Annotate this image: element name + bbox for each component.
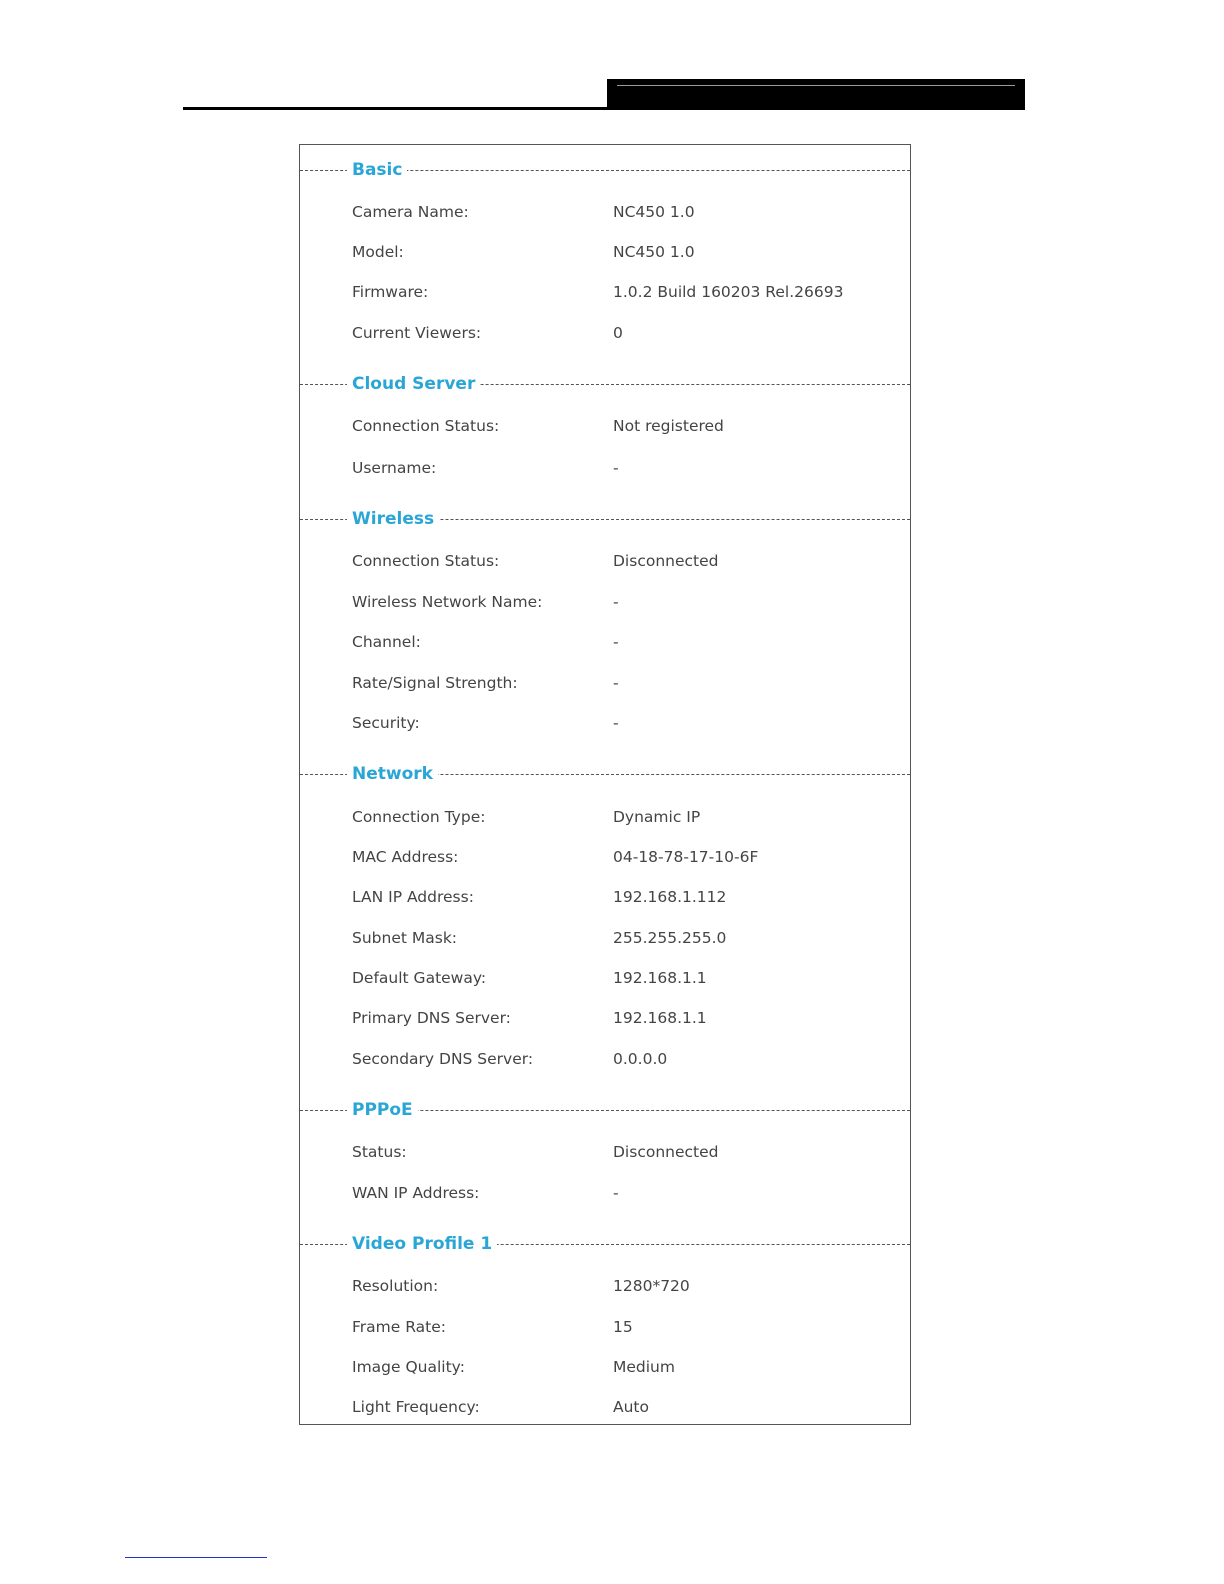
info-row-image-quality <box>352 1356 890 1378</box>
row-value: Disconnected <box>613 1143 719 1161</box>
info-row-connection-type <box>352 806 890 828</box>
row-label: Connection Status: <box>352 417 500 435</box>
row-value: Dynamic IP <box>613 808 701 826</box>
header-bar-inner-line <box>617 85 1015 86</box>
section-pppoe <box>300 1098 910 1122</box>
info-row-default-gateway <box>352 967 890 989</box>
row-label: MAC Address: <box>352 848 459 866</box>
row-label: Primary DNS Server: <box>352 1009 511 1027</box>
section-video-profile-1 <box>300 1232 910 1256</box>
row-value: Auto <box>613 1398 649 1416</box>
info-row-resolution <box>352 1275 890 1297</box>
info-row-secondary-dns <box>352 1048 890 1070</box>
row-value: - <box>613 714 619 732</box>
section-wireless <box>300 507 910 531</box>
row-value: 255.255.255.0 <box>613 929 727 947</box>
info-row-subnet-mask <box>352 927 890 949</box>
row-value: 192.168.1.1 <box>613 969 707 987</box>
row-label: LAN IP Address: <box>352 888 474 906</box>
row-label: Camera Name: <box>352 203 469 221</box>
header-bar <box>607 79 1025 110</box>
info-row-wireless-connection-status <box>352 550 890 572</box>
row-label: Secondary DNS Server: <box>352 1050 534 1068</box>
row-label: Light Frequency: <box>352 1398 480 1416</box>
row-value: Disconnected <box>613 552 719 570</box>
info-row-current-viewers <box>352 322 890 344</box>
section-title: Basic <box>347 158 407 182</box>
section-title: PPPoE <box>347 1098 418 1122</box>
row-value: 0 <box>613 324 623 342</box>
row-value: Medium <box>613 1358 675 1376</box>
row-label: Image Quality: <box>352 1358 465 1376</box>
row-value: 1280*720 <box>613 1277 690 1295</box>
row-value: - <box>613 1184 619 1202</box>
footer-link-underline[interactable] <box>125 1557 267 1558</box>
info-row-wireless-network-name <box>352 591 890 613</box>
info-row-frame-rate <box>352 1316 890 1338</box>
info-row-camera-name <box>352 201 890 223</box>
row-label: Connection Type: <box>352 808 486 826</box>
device-info-panel <box>299 144 911 1425</box>
row-label: Security: <box>352 714 420 732</box>
row-value: 1.0.2 Build 160203 Rel.26693 <box>613 283 844 301</box>
row-value: 0.0.0.0 <box>613 1050 668 1068</box>
row-value: Not registered <box>613 417 724 435</box>
section-title: Network <box>347 762 438 786</box>
section-network <box>300 762 910 786</box>
section-cloud-server <box>300 372 910 396</box>
row-label: Firmware: <box>352 283 429 301</box>
section-title: Wireless <box>347 507 439 531</box>
row-label: Subnet Mask: <box>352 929 458 947</box>
row-label: Channel: <box>352 633 421 651</box>
info-row-rate-signal-strength <box>352 672 890 694</box>
row-value: 192.168.1.1 <box>613 1009 707 1027</box>
section-basic <box>300 158 910 182</box>
info-row-wan-ip-address <box>352 1182 890 1204</box>
info-row-username <box>352 457 890 479</box>
info-row-model <box>352 241 890 263</box>
row-label: Default Gateway: <box>352 969 487 987</box>
info-row-primary-dns <box>352 1007 890 1029</box>
row-label: WAN IP Address: <box>352 1184 480 1202</box>
info-row-channel <box>352 631 890 653</box>
info-row-security <box>352 712 890 734</box>
info-row-mac-address <box>352 846 890 868</box>
row-value: 15 <box>613 1318 633 1336</box>
row-label: Wireless Network Name: <box>352 593 543 611</box>
row-label: Frame Rate: <box>352 1318 446 1336</box>
row-label: Username: <box>352 459 437 477</box>
row-value: NC450 1.0 <box>613 203 695 221</box>
row-value: - <box>613 459 619 477</box>
section-title: Video Profile 1 <box>347 1232 497 1256</box>
info-row-light-frequency <box>352 1396 890 1418</box>
row-value: 192.168.1.112 <box>613 888 727 906</box>
info-row-lan-ip-address <box>352 886 890 908</box>
row-value: - <box>613 593 619 611</box>
row-label: Model: <box>352 243 404 261</box>
row-value: 04-18-78-17-10-6F <box>613 848 759 866</box>
row-label: Connection Status: <box>352 552 500 570</box>
section-title: Cloud Server <box>347 372 480 396</box>
row-label: Current Viewers: <box>352 324 482 342</box>
info-row-cloud-connection-status <box>352 415 890 437</box>
info-row-pppoe-status <box>352 1141 890 1163</box>
row-label: Rate/Signal Strength: <box>352 674 518 692</box>
info-row-firmware <box>352 281 890 303</box>
row-label: Resolution: <box>352 1277 439 1295</box>
row-value: - <box>613 633 619 651</box>
row-value: - <box>613 674 619 692</box>
row-label: Status: <box>352 1143 407 1161</box>
row-value: NC450 1.0 <box>613 243 695 261</box>
